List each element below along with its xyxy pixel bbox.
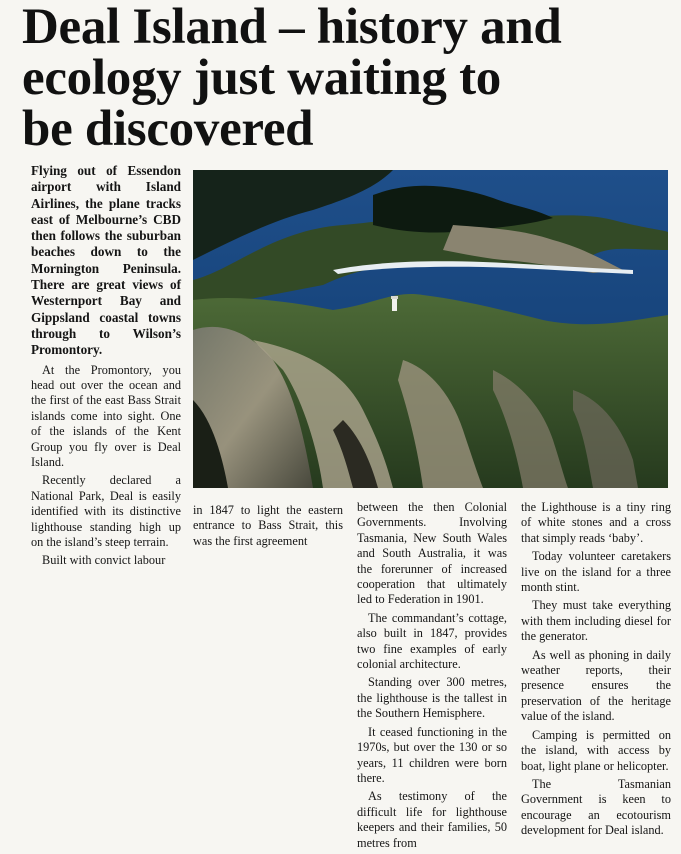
column-3 [357, 500, 507, 854]
headline-line-2: ecology just waiting to [22, 50, 501, 106]
paragraph: They must take everything with them including diesel for the generator. [521, 598, 671, 644]
aerial-photo [193, 170, 668, 488]
headline-line-3: be discovered [22, 101, 314, 157]
paragraph: Today volunteer caretakers live on the island for a three month stint. [521, 549, 671, 595]
paragraph: Built with convict labour [42, 553, 166, 568]
paragraph: in 1847 to light the eastern entrance to Bass Strait, this was the first agreement [193, 503, 343, 548]
paragraph: At the Promontory, you head out over the ocean and the first of the east Bass Strait islands come into sight. One of the islands of the Kent Group you fly over is Deal Island. [31, 362, 181, 469]
column-2 [193, 503, 343, 552]
paragraph: The Tasmanian Government is keen to encourage an ecotourism development for Deal island. [521, 776, 671, 838]
paragraph: the Lighthouse is a tiny ring of white stones and a cross that simply reads ‘baby’. [521, 500, 671, 545]
paragraph: Camping is permitted on the island, with access by boat, light plane or helicopter. [521, 727, 671, 773]
paragraph: The commandant’s cottage, also built in 1847, provides two fine examples of early colonial architecture. [357, 610, 507, 672]
column-4 [521, 500, 671, 842]
paragraph: As testimony of the difficult life for lighthouse keepers and their families, 50 metres from [357, 789, 507, 850]
paragraph: It ceased functioning in the 1970s, but over the 130 or so years, 11 children were born there. [357, 724, 507, 785]
paragraph: between the then Colonial Governments. Involving Tasmania, New South Wales and South Australia, it was the forerunner of increased cooperation that ultimately led to Federation in 1901. [357, 500, 507, 607]
lead-paragraph: Flying out of Essendon airport with Island Airlines, the plane tracks east of Melbourne’s CBD then follows the suburban beaches down to the Mornington Peninsula. There are great views of Westernport Bay and Gippsland coastal towns through to Wilson’s Promontory. [31, 163, 181, 358]
headline-line-1: Deal Island – history and [22, 0, 562, 55]
paragraph: Standing over 300 metres, the lighthouse is the tallest in the Southern Hemisphere. [357, 675, 507, 721]
headline [22, 2, 672, 155]
paragraph: As well as phoning in daily weather reports, their presence ensures the preservation of the heritage value of the island. [521, 647, 671, 724]
column-1 [31, 163, 181, 572]
paragraph: Recently declared a National Park, Deal is easily identified with its distinctive lighthouse standing high up on the island’s steep terrain. [31, 473, 181, 550]
aerial-photo-deal-island-lighthouse-icon [193, 170, 668, 488]
